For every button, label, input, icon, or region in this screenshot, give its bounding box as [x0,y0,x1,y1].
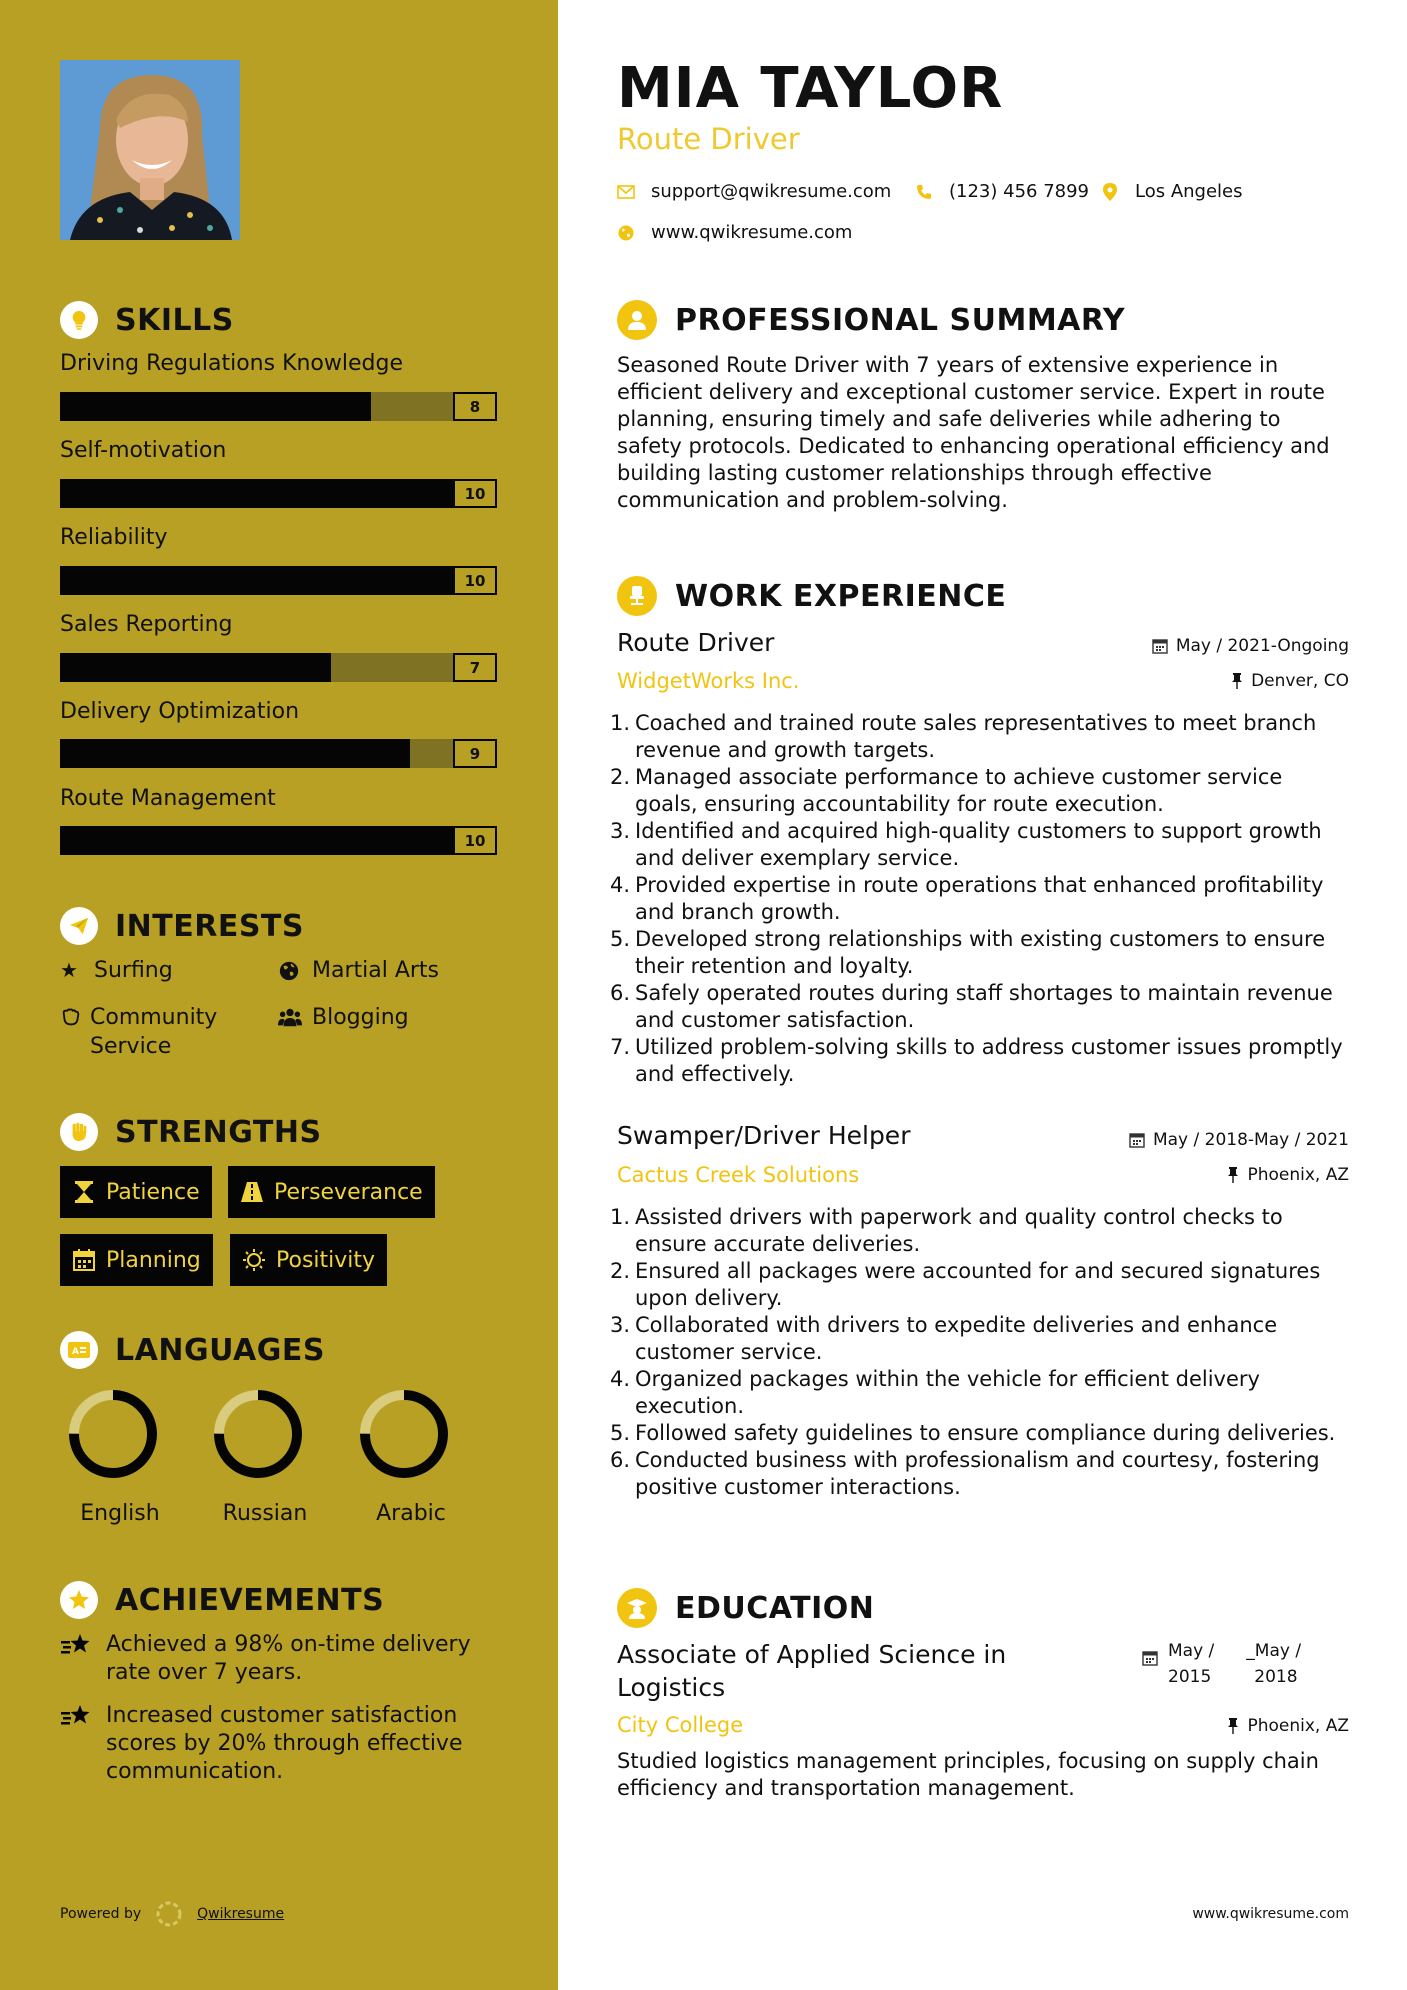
job-company: Cactus Creek Solutions [617,1163,860,1187]
list-number: 4. [610,873,631,897]
language-ring [358,1388,450,1480]
duty-text: Developed strong relationships with existing customers to ensure their retention and loyalty. [635,927,1326,978]
strength-badge: Perseverance [228,1166,435,1218]
sun-icon [242,1249,266,1271]
list-number: 6. [610,1448,631,1472]
sidebar [0,0,558,1990]
list-number: 3. [610,819,631,843]
footer-website[interactable]: www.qwikresume.com [1192,1906,1349,1922]
pushpin-icon [1227,1718,1239,1734]
powered-by: Powered by Qwikresume [60,1900,284,1928]
envelope-icon [617,183,635,201]
shooting-star-icon [60,1702,96,1732]
language-label: Arabic [376,1501,446,1526]
job-duty-item [610,710,1350,764]
job-duty-item [610,1204,1350,1258]
road-icon [240,1182,264,1202]
summary-text: Seasoned Route Driver with 7 years of extensive experience in efficient delivery and exceptional customer service. Expert in route planning, ensuring timely and safe deliveries while adhering to safety protocols. Dedicated to enhancing operational efficiency and building lasting customer relationships through effective communication and problem-solving. [617,353,1330,512]
skill-bar-fill [60,653,331,682]
job-duty-item [610,818,1350,872]
skill-bar [60,739,497,768]
job-duty-item [610,1258,1350,1312]
achievement-item: Increased customer satisfaction scores by 20% through effective communication. [60,1702,500,1786]
skill-score: 10 [453,479,497,508]
education-school: City College [617,1713,744,1737]
job-location: Denver, CO [1231,671,1349,691]
skill-bar-fill [60,479,453,508]
job-duty-item [610,1034,1350,1088]
list-number: 5. [610,1421,631,1445]
contact-location: Los Angeles [1101,181,1243,202]
skill-bar-fill [60,392,371,421]
languages-heading: A LANGUAGES [60,1328,325,1372]
summary-heading: PROFESSIONAL SUMMARY [617,298,1125,342]
duty-text: Conducted business with professionalism and courtesy, fostering positive customer interactions. [635,1448,1320,1499]
duty-text: Organized packages within the vehicle for efficient delivery execution. [635,1367,1260,1418]
job-duty-item [610,872,1350,926]
skill-label: Reliability [60,525,168,550]
list-number: 3. [610,1313,631,1337]
job-role: Route Driver [617,628,775,657]
interest-item: Martial Arts [278,956,439,985]
calendar-icon [1142,1648,1158,1674]
pushpin-icon [1231,673,1243,689]
skill-score: 7 [453,653,497,682]
language-label: Russian [222,1501,308,1526]
map-pin-icon [1101,183,1119,201]
svg-text:A: A [72,1347,79,1357]
skills-heading: SKILLS [60,298,234,342]
phone-icon [915,183,933,201]
job-duties-list [610,1204,1350,1501]
list-number: 5. [610,927,631,951]
interest-item: Blogging [278,1003,409,1032]
job-location: Phoenix, AZ [1227,1165,1349,1185]
lightbulb-icon [60,301,98,339]
skill-score: 10 [453,566,497,595]
duty-text: Utilized problem-solving skills to address customer issues promptly and effectively. [635,1035,1343,1086]
skill-score: 9 [453,739,497,768]
job-title: Route Driver [617,122,800,156]
calendar-icon [1129,1132,1145,1148]
list-number: 2. [610,1259,631,1283]
job-duty-item [610,1420,1350,1447]
job-role: Swamper/Driver Helper [617,1121,911,1150]
list-number: 2. [610,765,631,789]
star-badge-icon [60,1581,98,1619]
skill-bar [60,653,497,682]
list-number: 7. [610,1035,631,1059]
achievements-heading: ACHIEVEMENTS [60,1578,384,1622]
duty-text: Ensured all packages were accounted for and secured signatures upon delivery. [635,1259,1321,1310]
star-icon: ★ [60,958,78,982]
email-link[interactable]: support@qwikresume.com [651,181,892,202]
qwikresume-link[interactable]: Qwikresume [197,1906,285,1922]
strength-badge: Positivity [230,1234,387,1286]
contact-email [617,181,891,202]
skill-bar [60,392,497,421]
job-duty-item [610,1312,1350,1366]
language-icon [60,1331,98,1369]
language-ring [212,1388,304,1480]
duty-text: Safely operated routes during staff shortages to maintain revenue and customer satisfaction. [635,981,1333,1032]
skill-score: 8 [453,392,497,421]
globe-icon [278,956,304,985]
job-duty-item [610,980,1350,1034]
skill-label: Delivery Optimization [60,699,300,724]
duty-text: Managed associate performance to achieve customer service goals, ensuring accountability for route execution. [635,765,1283,816]
candidate-name: MIA TAYLOR [617,56,1004,121]
education-heading: EDUCATION [617,1586,874,1630]
website-link[interactable]: www.qwikresume.com [651,222,853,243]
education-dates [1142,1638,1301,1690]
language-ring [67,1388,159,1480]
list-number: 1. [610,711,631,735]
interest-item: ★ Surfing [60,958,173,983]
strength-badge: Patience [60,1166,212,1218]
interests-heading: INTERESTS [60,904,304,948]
skill-bar-fill [60,826,453,855]
experience-heading: WORK EXPERIENCE [617,574,1006,618]
job-duty-item [610,764,1350,818]
skill-bar-fill [60,566,453,595]
chair-icon [617,576,657,616]
pushpin-icon [1227,1167,1239,1183]
qwikresume-logo-icon [155,1900,183,1928]
job-duty-item [610,1447,1350,1501]
hourglass-icon [72,1181,96,1203]
job-duty-item [610,926,1350,980]
duty-text: Provided expertise in route operations that enhanced profitability and branch growth. [635,873,1324,924]
user-icon [617,300,657,340]
calendar-icon [1152,638,1168,654]
shooting-star-icon [60,1631,96,1661]
language-label: English [80,1501,160,1526]
strengths-heading: STRENGTHS [60,1110,322,1154]
list-number: 6. [610,981,631,1005]
strength-badge: Planning [60,1234,213,1286]
education-start-date: May / 2015 [1168,1641,1215,1687]
graduate-icon [617,1588,657,1628]
skill-bar [60,566,497,595]
globe-icon [617,224,635,242]
job-duties-list [610,710,1350,1088]
skill-label: Driving Regulations Knowledge [60,351,403,376]
list-number: 4. [610,1367,631,1391]
users-icon [278,1003,304,1032]
job-company: WidgetWorks Inc. [617,669,800,693]
skill-bar-fill [60,739,410,768]
profile-photo [60,60,240,240]
job-duty-item [610,1366,1350,1420]
duty-text: Assisted drivers with paperwork and quality control checks to ensure accurate deliveries. [635,1205,1283,1256]
job-dates: May / 2018-May / 2021 [1129,1130,1349,1150]
contact-website [617,222,852,243]
skill-label: Sales Reporting [60,612,233,637]
duty-text: Collaborated with drivers to expedite deliveries and enhance customer service. [635,1313,1278,1364]
fist-icon [60,1113,98,1151]
list-number: 1. [610,1205,631,1229]
skill-score: 10 [453,826,497,855]
education-location: Phoenix, AZ [1227,1716,1349,1736]
skill-bar [60,479,497,508]
skill-label: Self-motivation [60,438,227,463]
contact-phone: (123) 456 7899 [915,181,1089,202]
skill-label: Route Management [60,786,276,811]
skill-bar [60,826,497,855]
education-description: Studied logistics management principles, focusing on supply chain efficiency and transportation management. [617,1749,1319,1800]
duty-text: Followed safety guidelines to ensure compliance during deliveries. [635,1421,1336,1445]
duty-text: Coached and trained route sales representatives to meet branch revenue and growth targets. [635,711,1317,762]
achievement-item: Achieved a 98% on-time delivery rate over 7 years. [60,1631,500,1687]
duty-text: Identified and acquired high-quality customers to support growth and deliver exemplary service. [635,819,1322,870]
interest-item: Community Service [60,1003,260,1061]
job-dates: May / 2021-Ongoing [1152,636,1349,656]
education-degree: Associate of Applied Science in Logistics [617,1640,1007,1702]
hand-icon [60,1003,82,1032]
education-end-date: _May / 2018 [1246,1641,1302,1687]
calendar-icon [72,1249,96,1271]
paper-plane-icon [60,907,98,945]
